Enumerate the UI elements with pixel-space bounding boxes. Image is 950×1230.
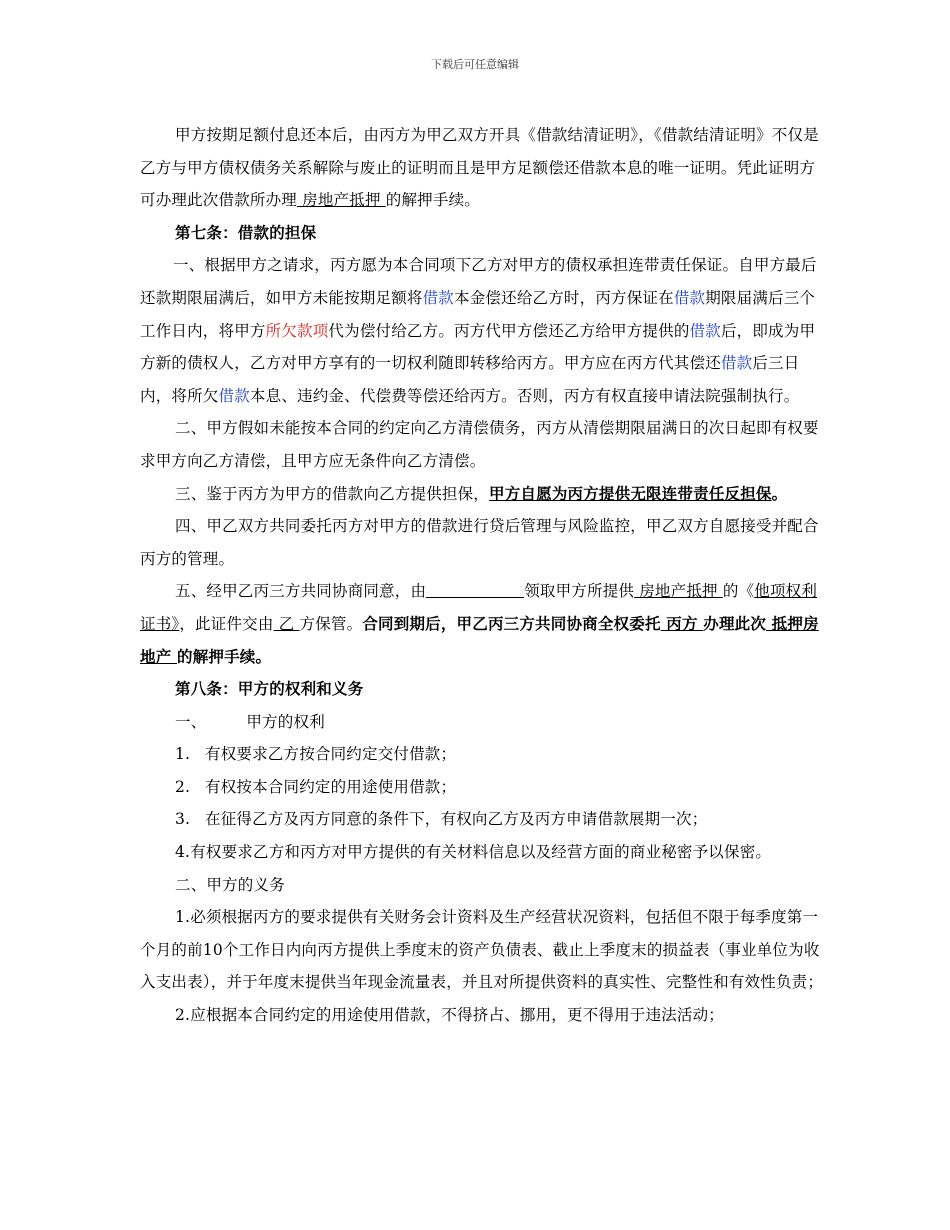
clause-text: 合同到期后，甲乙丙三方共同协商全权委托 — [362, 613, 661, 633]
item-text: 有权要求乙方按合同约定交付借款； — [205, 745, 457, 764]
article-7-title: 第七条：借款的担保 — [175, 222, 317, 242]
settlement-paragraph — [140, 119, 825, 217]
clause-text: 期限届满后三个工作日内，将甲方 — [140, 288, 816, 340]
item-text: 有权按本合同约定的用途使用借款； — [205, 777, 457, 796]
guarantee-clause-3 — [140, 478, 825, 511]
clause-text: 方保管。 — [299, 614, 363, 633]
section-label: 甲方的权利 — [246, 712, 325, 731]
loan-keyword-link[interactable]: 借款 — [720, 354, 753, 373]
paragraph-text: 的解押手续。 — [385, 191, 480, 210]
clause-text: 后，即成为甲方新的债权人，乙方对甲方享有的一切权利随即转移给丙方。甲方应在丙方代其偿还 — [140, 321, 816, 373]
mortgage-property-field: 抵押房地产 — [140, 613, 819, 666]
clause-text: 后三日内，将所欠 — [140, 354, 800, 405]
clause-text: 五、经甲乙丙三方共同协商同意，由 — [175, 582, 427, 601]
clause-text: 代为偿付给乙方。丙方代甲方偿还乙方给甲方提供的 — [328, 321, 690, 340]
item-number: 1. — [175, 745, 191, 764]
clause-text: 的《 — [722, 582, 755, 601]
clause-text: ，此证件交由 — [179, 614, 274, 633]
rights-heading — [140, 706, 825, 739]
certificate-field: 他项权利证书》 — [140, 582, 818, 633]
duties-heading: 二、甲方的义务 — [175, 875, 285, 894]
guarantee-clause-5 — [140, 575, 825, 673]
section-number: 一、 — [175, 712, 207, 731]
clause-text: 的解押手续。 — [177, 646, 272, 666]
item-number: 3. — [175, 810, 191, 829]
loan-keyword-link[interactable]: 借款 — [689, 321, 721, 340]
duty-item-1: 1.必须根据丙方的要求提供有关财务会计资料及生产经营状况资料，包括但不限于每季度第一个月的前10个工作日内向丙方提供上季度末的资产负债表、截止上季度末的损益表（事业单位为收入支出表），并于年度末提供当年现金流量表，并且对所提供资料的真实性、完整性和有效性负责； — [140, 908, 824, 992]
right-item-3 — [140, 803, 825, 836]
mortgage-field: 房地产抵押 — [297, 191, 386, 210]
custodian-field: 乙 — [273, 614, 300, 633]
clause-text: 。 — [771, 483, 788, 503]
clause-text: 领取甲方所提供 — [524, 582, 635, 601]
item-number: 2. — [175, 777, 191, 796]
recipient-blank-field — [426, 580, 524, 598]
counter-guarantee-text: 甲方自愿为丙方提供无限连带责任反担保 — [489, 483, 772, 503]
loan-keyword-link[interactable]: 借款 — [422, 288, 455, 307]
loan-keyword-link[interactable]: 借款 — [673, 288, 706, 307]
clause-text: 本息、违约金、代偿费等偿还给丙方。否则，丙方有权直接申请法院强制执行。 — [249, 386, 800, 405]
clause-text: 本金偿还给乙方时，丙方保证在 — [454, 288, 674, 307]
guarantee-clause-1 — [140, 249, 825, 412]
paragraph-text: 甲方按期足额付息还本后，由丙方为甲乙双方开具《借款结清证明》，《借款结清证明》不仅是乙方与甲方债权债务关系解除与废止的证明而且是甲方足额偿还借款本息的唯一证明。凭此证明方可办理此次借款所办理 — [140, 126, 819, 210]
contract-body — [140, 119, 825, 1032]
clause-text: 办理此次 — [703, 613, 767, 633]
owed-amount-link[interactable]: 所欠款项 — [265, 321, 329, 340]
guarantee-clause-4: 四、甲乙双方共同委托丙方对甲方的借款进行贷后管理与风险监控，甲乙双方自愿接受并配合丙方的管理。 — [140, 517, 819, 568]
guarantee-clause-2: 二、甲方假如未能按本合同的约定向乙方清偿债务，丙方从清偿期限届满日的次日起即有权要求甲方向乙方清偿，且甲方应无条件向乙方清偿。 — [140, 419, 819, 470]
right-item-1 — [140, 738, 825, 771]
page-header-note: 下载后可任意编辑 — [431, 58, 519, 71]
right-item-2 — [140, 771, 825, 804]
clause-text: 一、根据甲方之请求，丙方愿为本合同项下乙方对甲方的债权承担连带责任保证。自甲方最后还款期限届满后，如甲方未能按期足额将 — [140, 256, 817, 307]
article-8-title: 第八条：甲方的权利和义务 — [175, 679, 364, 699]
duty-item-2: 2.应根据本合同约定的用途使用借款，不得挤占、挪用，更不得用于违法活动； — [175, 1006, 724, 1025]
item-text: 在征得乙方及丙方同意的条件下，有权向乙方及丙方申请借款展期一次； — [205, 810, 708, 829]
mortgage-field: 房地产抵押 — [634, 582, 723, 601]
loan-keyword-link[interactable]: 借款 — [218, 386, 250, 405]
clause-text: 三、鉴于丙方为甲方的借款向乙方提供担保， — [175, 484, 490, 503]
trustee-field: 丙方 — [660, 613, 704, 633]
right-item-4: 4.有权要求乙方和丙方对甲方提供的有关材料信息以及经营方面的商业秘密予以保密。 — [175, 843, 772, 862]
